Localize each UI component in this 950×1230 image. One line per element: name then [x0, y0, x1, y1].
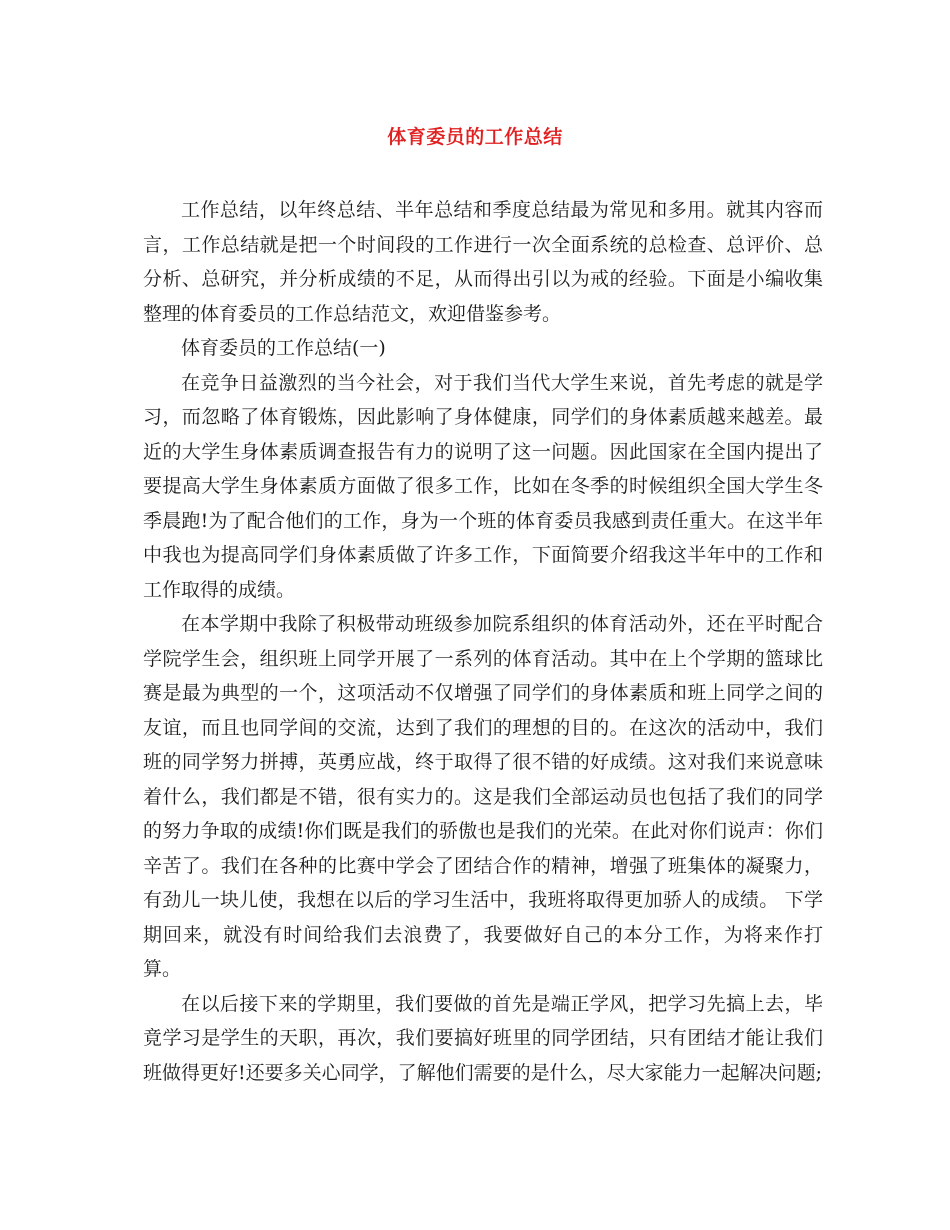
intro-paragraph: 工作总结，以年终总结、半年总结和季度总结最为常见和多用。就其内容而言，工作总结就是把一个时间段的工作进行一次全面系统的总检查、总评价、总分析、总研究，并分析成绩的不足，从而得出引以为戒的经验。下面是小编收集整理的体育委员的工作总结范文，欢迎借鉴参考。: [143, 199, 823, 325]
body-paragraph-2: 在本学期中我除了积极带动班级参加院系组织的体育活动外，还在平时配合学院学生会，组织班上同学开展了一系列的体育活动。其中在上个学期的篮球比赛是最为典型的一个，这项活动不仅增强了同学们的身体素质和班上同学之间的友谊，而且也同学间的交流，达到了我们的理想的目的。在这次的活动中，我们班的同学努力拼搏，英勇应战，终于取得了很不错的好成绩。这对我们来说意味着什么，我们都是不错，很有实力的。这是我们全部运动员也包括了我们的同学的努力争取的成绩!你们既是我们的骄傲也是我们的光荣。在此对你们说声：你们辛苦了。我们在各种的比赛中学会了团结合作的精神，增强了班集体的凝聚力，有劲儿一块儿使，我想在以后的学习生活中，我班将取得更加骄人的成绩。 下学期回来，就没有时间给我们去浪费了，我要做好自己的本分工作，为将来作打算。: [143, 613, 823, 980]
body-paragraph-1: 在竞争日益激烈的当今社会，对于我们当代大学生来说，首先考虑的就是学习，而忽略了体育锻炼，因此影响了身体健康，同学们的身体素质越来越差。最近的大学生身体素质调查报告有力的说明了这一问题。因此国家在全国内提出了要提高大学生身体素质方面做了很多工作，比如在冬季的时候组织全国大学生冬季晨跑!为了配合他们的工作，身为一个班的体育委员我感到责任重大。在这半年中我也为提高同学们身体素质做了许多工作，下面简要介绍我这半年中的工作和工作取得的成绩。: [143, 371, 823, 601]
body-paragraph-3: 在以后接下来的学期里，我们要做的首先是端正学风，把学习先搞上去，毕竟学习是学生的天职，再次，我们要搞好班里的同学团结，只有团结才能让我们班做得更好!还要多关心同学，了解他们需要的是什么，尽大家能力一起解决问题;: [143, 992, 823, 1084]
section-heading: 体育委员的工作总结(一): [181, 337, 386, 359]
document-body: [143, 193, 823, 1090]
document-title: 体育委员的工作总结: [387, 126, 563, 148]
